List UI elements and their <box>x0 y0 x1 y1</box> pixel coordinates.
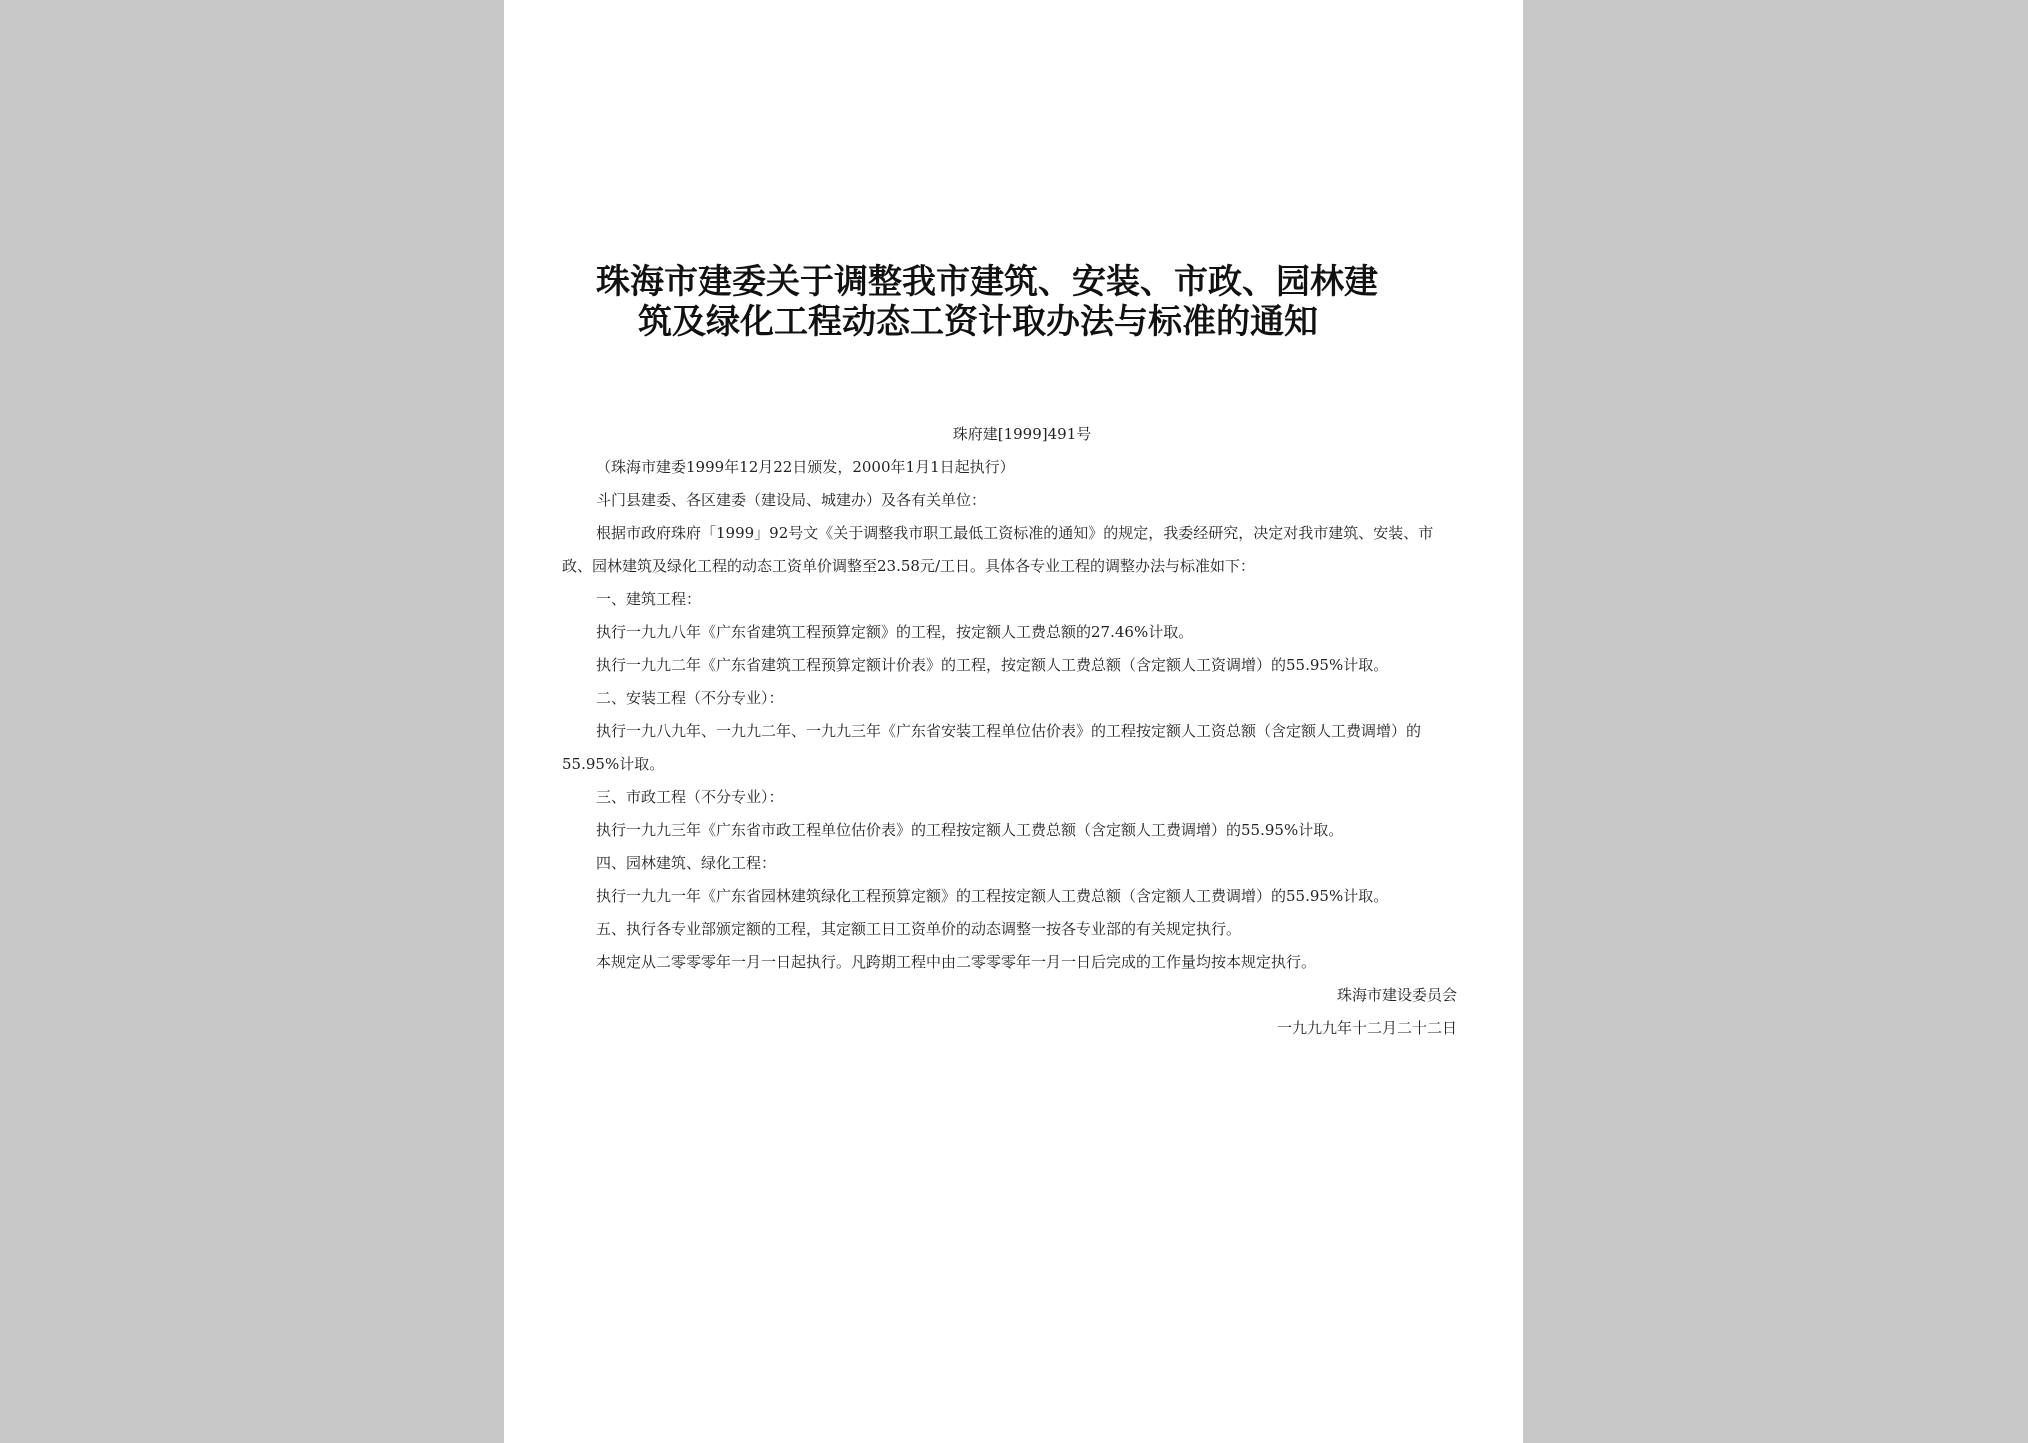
paragraph: 执行一九九一年《广东省园林建筑绿化工程预算定额》的工程按定额人工费总额（含定额人工费调增）的55.95%计取。 <box>596 887 1389 905</box>
document-number: 珠府建[1999]491号 <box>952 425 1092 443</box>
paragraph: 执行一九八九年、一九九二年、一九九三年《广东省安装工程单位估价表》的工程按定额人工资总额（含定额人工费调增）的55.95%计取。 <box>562 722 1422 773</box>
paragraph: 根据市政府珠府「1999」92号文《关于调整我市职工最低工资标准的通知》的规定，我委经研究，决定对我市建筑、安装、市政、园林建筑及绿化工程的动态工资单价调整至23.58元/工日。具体各专业工程的调整办法与标准如下： <box>562 524 1434 575</box>
document-date: 一九九九年十二月二十二日 <box>1276 1019 1457 1037</box>
issue-note: （珠海市建委1999年12月22日颁发，2000年1月1日起执行） <box>596 458 1015 476</box>
section-heading: 二、安装工程（不分专业）： <box>596 689 784 707</box>
signature: 珠海市建设委员会 <box>1336 986 1457 1004</box>
paragraph: 本规定从二零零零年一月一日起执行。凡跨期工程中由二零零零年一月一日后完成的工作量均按本规定执行。 <box>596 953 1317 971</box>
title-line-1: 珠海市建委关于调整我市建筑、安装、市政、园林建 <box>596 262 1378 302</box>
paragraph: 执行一九九八年《广东省建筑工程预算定额》的工程，按定额人工费总额的27.46%计取。 <box>596 623 1194 641</box>
section-heading: 四、园林建筑、绿化工程： <box>596 854 777 872</box>
paragraph: 执行一九九三年《广东省市政工程单位估价表》的工程按定额人工费总额（含定额人工费调增）的55.95%计取。 <box>596 821 1344 839</box>
title-line-2: 筑及绿化工程动态工资计取办法与标准的通知 <box>638 302 1318 342</box>
document-title <box>596 262 1456 342</box>
section-heading: 一、建筑工程： <box>596 590 702 608</box>
paragraph: 执行一九九二年《广东省建筑工程预算定额计价表》的工程，按定额人工费总额（含定额人工资调增）的55.95%计取。 <box>596 656 1389 674</box>
document-body <box>562 418 1462 1045</box>
paragraph: 五、执行各专业部颁定额的工程，其定额工日工资单价的动态调整一按各专业部的有关规定执行。 <box>596 920 1242 938</box>
document-page <box>504 0 1523 1443</box>
addressee: 斗门县建委、各区建委（建设局、城建办）及各有关单位： <box>596 491 987 509</box>
section-heading: 三、市政工程（不分专业）： <box>596 788 784 806</box>
